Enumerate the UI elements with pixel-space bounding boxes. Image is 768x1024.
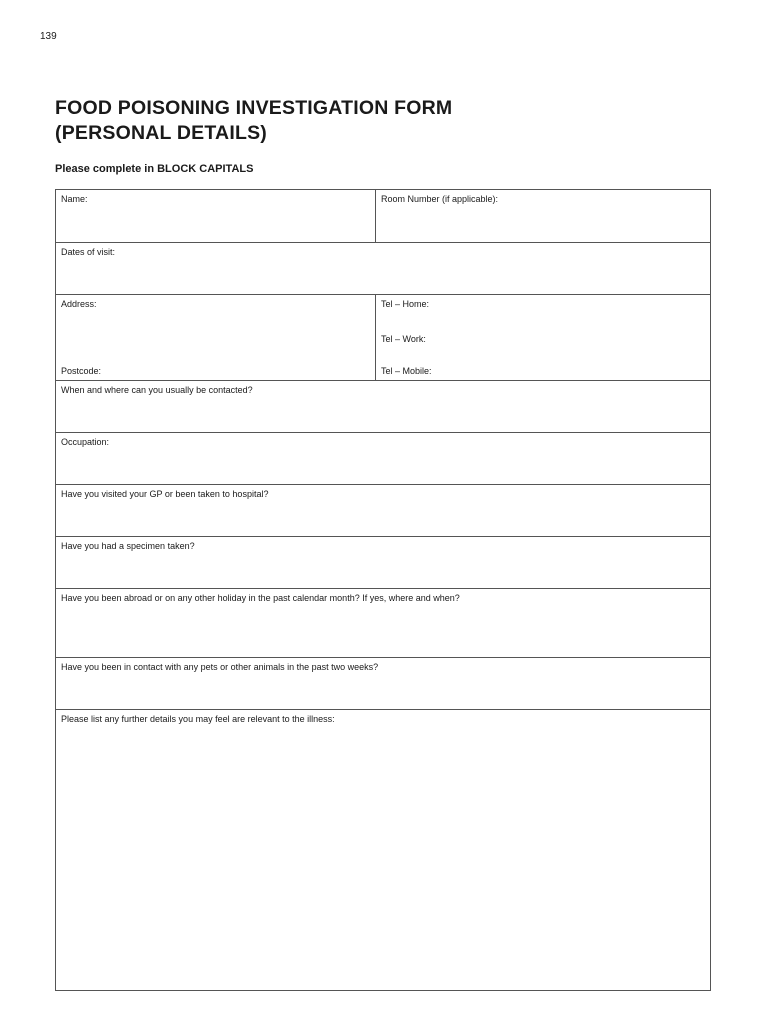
gp-hospital-field[interactable] bbox=[56, 484, 710, 536]
form-title bbox=[55, 96, 452, 146]
abroad-field[interactable] bbox=[56, 588, 710, 657]
room-number-label: Room Number (if applicable): bbox=[381, 194, 499, 204]
further-details-field[interactable] bbox=[56, 709, 710, 990]
tel-mobile-label: Tel – Mobile: bbox=[381, 366, 432, 376]
address-field[interactable] bbox=[56, 294, 376, 380]
postcode-label: Postcode: bbox=[61, 366, 102, 376]
further-details-label: Please list any further details you may feel are relevant to the illness: bbox=[61, 714, 335, 724]
dates-of-visit-field[interactable] bbox=[56, 242, 710, 294]
tel-home-label: Tel – Home: bbox=[381, 299, 430, 309]
form-title-line-2: (PERSONAL DETAILS) bbox=[55, 122, 267, 144]
address-label: Address: bbox=[61, 299, 97, 309]
form-table bbox=[55, 189, 711, 991]
gp-hospital-label: Have you visited your GP or been taken to hospital? bbox=[61, 489, 269, 499]
tel-work-label: Tel – Work: bbox=[381, 334, 426, 344]
form-instruction: Please complete in BLOCK CAPITALS bbox=[55, 163, 254, 175]
animals-label: Have you been in contact with any pets or other animals in the past two weeks? bbox=[61, 662, 379, 672]
dates-of-visit-label: Dates of visit: bbox=[61, 247, 116, 257]
room-number-field[interactable] bbox=[376, 190, 710, 242]
specimen-field[interactable] bbox=[56, 536, 710, 588]
occupation-label: Occupation: bbox=[61, 437, 110, 447]
name-field[interactable] bbox=[56, 190, 376, 242]
contact-label: When and where can you usually be contacted? bbox=[61, 385, 253, 395]
telephone-field[interactable] bbox=[376, 294, 710, 380]
contact-field[interactable] bbox=[56, 380, 710, 432]
specimen-label: Have you had a specimen taken? bbox=[61, 541, 195, 551]
abroad-label: Have you been abroad or on any other holiday in the past calendar month? If yes, where and when? bbox=[61, 593, 460, 603]
form-title-line-1: FOOD POISONING INVESTIGATION FORM bbox=[55, 97, 453, 119]
animals-field[interactable] bbox=[56, 657, 710, 709]
name-label: Name: bbox=[61, 194, 88, 204]
page-number: 139 bbox=[40, 31, 57, 42]
occupation-field[interactable] bbox=[56, 432, 710, 484]
